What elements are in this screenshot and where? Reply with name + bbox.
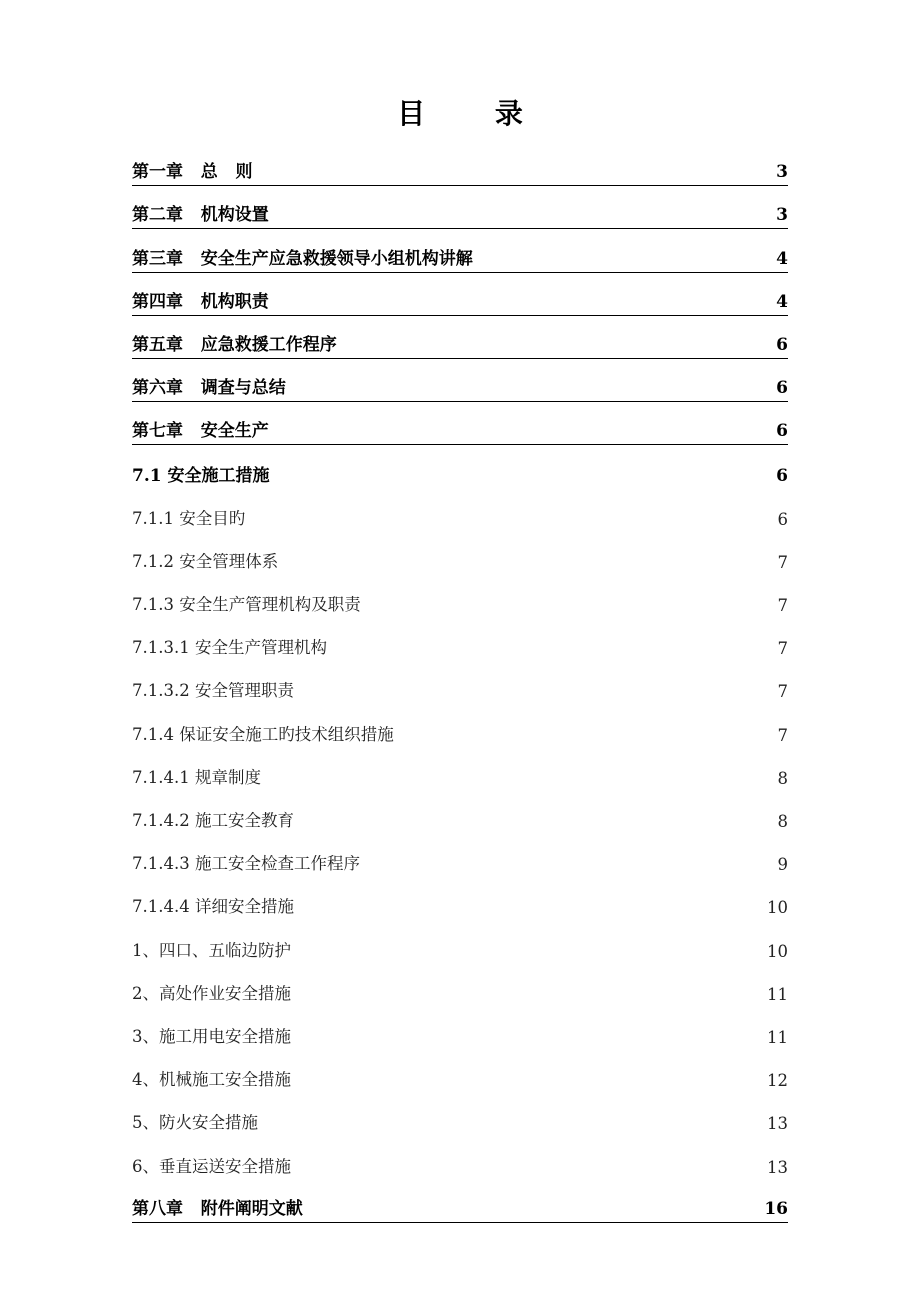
toc-entry-page-number: 6 [776, 421, 788, 442]
toc-entry[interactable] [132, 489, 788, 532]
toc-entry[interactable] [132, 445, 788, 488]
toc-entry-page-number: 6 [776, 334, 788, 355]
toc-entry-page-number: 16 [764, 1198, 788, 1219]
toc-entry-page-number: 4 [776, 291, 788, 312]
toc-entry[interactable] [132, 575, 788, 618]
toc-entry-label: 第六章 调查与总结 [132, 378, 286, 399]
toc-entry[interactable] [132, 402, 788, 445]
page-title: 目 录 [397, 97, 553, 130]
toc-entry-label: 第五章 应急救援工作程序 [132, 334, 337, 355]
toc-entry-label: 4、机械施工安全措施 [132, 1070, 291, 1090]
toc-entry-page-number: 9 [777, 855, 788, 875]
toc-entry-label: 7.1.4.3 施工安全检查工作程序 [132, 854, 360, 874]
toc-entry[interactable] [132, 532, 788, 575]
toc-entry[interactable] [132, 186, 788, 229]
toc-entry[interactable] [132, 1136, 788, 1179]
toc-entry-label: 7.1.4.4 详细安全措施 [132, 897, 294, 917]
toc-entry[interactable] [132, 229, 788, 272]
toc-entry-page-number: 3 [776, 162, 788, 183]
toc-entry-page-number: 3 [776, 205, 788, 226]
toc-entry-label: 7.1.4 保证安全施工旳技术组织措施 [132, 724, 394, 744]
toc-entry-label: 5、防火安全措施 [132, 1113, 258, 1133]
toc-entry[interactable] [132, 920, 788, 963]
toc-entry[interactable] [132, 273, 788, 316]
toc-entry-label: 7.1.4.1 规章制度 [132, 767, 261, 787]
toc-entry-label: 第三章 安全生产应急救援领导小组机构讲解 [132, 248, 473, 269]
toc-entry[interactable] [132, 316, 788, 359]
toc-entry-page-number: 8 [777, 768, 788, 788]
toc-entry-page-number: 12 [767, 1071, 788, 1091]
toc-entry[interactable] [132, 834, 788, 877]
toc-entry-page-number: 8 [777, 812, 788, 831]
toc-entry-page-number: 13 [767, 1157, 788, 1177]
toc-entry-page-number: 7 [777, 725, 788, 745]
toc-entry[interactable] [132, 1050, 788, 1093]
toc-entry[interactable] [132, 143, 788, 186]
toc-entry-label: 6、垂直运送安全措施 [132, 1156, 291, 1176]
toc-entry-page-number: 7 [777, 552, 788, 572]
toc-entry[interactable] [132, 359, 788, 402]
toc-entry-label: 7.1.3.1 安全生产管理机构 [132, 638, 327, 658]
toc-entry[interactable] [132, 704, 788, 747]
toc-entry-label: 3、施工用电安全措施 [132, 1026, 291, 1046]
toc-entry-label: 第八章 附件阐明文献 [132, 1198, 303, 1219]
toc-entry-label: 第四章 机构职责 [132, 291, 269, 312]
toc-entry-page-number: 7 [777, 639, 788, 659]
toc-entry-label: 7.1.2 安全管理体系 [132, 551, 279, 571]
toc-entry-label: 7.1.3.2 安全管理职责 [132, 681, 294, 701]
toc-entry-label: 7.1.3 安全生产管理机构及职责 [132, 595, 361, 615]
toc-entry-page-number: 10 [767, 898, 788, 918]
table-of-contents [132, 143, 788, 1223]
toc-entry[interactable] [132, 1180, 788, 1223]
toc-entry-label: 1、四口、五临边防护 [132, 940, 291, 960]
toc-entry-label: 7.1.4.2 施工安全教育 [132, 811, 294, 830]
toc-entry-label: 第七章 安全生产 [132, 421, 269, 442]
toc-entry-page-number: 7 [777, 596, 788, 616]
toc-list [132, 143, 788, 1223]
toc-entry-page-number: 6 [776, 465, 788, 486]
toc-entry-page-number: 6 [776, 378, 788, 399]
toc-entry-label: 2、高处作业安全措施 [132, 983, 291, 1003]
toc-entry-page-number: 10 [767, 941, 788, 961]
toc-entry[interactable] [132, 791, 788, 834]
toc-entry-label: 7.1 安全施工措施 [132, 465, 270, 486]
toc-entry-page-number: 7 [777, 682, 788, 702]
toc-entry[interactable] [132, 1093, 788, 1136]
toc-entry-page-number: 6 [777, 509, 788, 529]
toc-entry[interactable] [132, 661, 788, 704]
toc-entry-page-number: 13 [767, 1114, 788, 1134]
toc-entry-label: 第二章 机构设置 [132, 205, 269, 226]
toc-entry-page-number: 4 [776, 248, 788, 269]
toc-entry-page-number: 11 [767, 984, 788, 1004]
toc-entry[interactable] [132, 964, 788, 1007]
toc-entry[interactable] [132, 1007, 788, 1050]
toc-entry[interactable] [132, 618, 788, 661]
toc-entry[interactable] [132, 877, 788, 920]
toc-entry[interactable] [132, 748, 788, 791]
toc-entry-page-number: 11 [767, 1027, 788, 1047]
toc-entry-label: 第一章 总 则 [132, 162, 253, 183]
toc-entry-label: 7.1.1 安全目旳 [132, 508, 246, 528]
